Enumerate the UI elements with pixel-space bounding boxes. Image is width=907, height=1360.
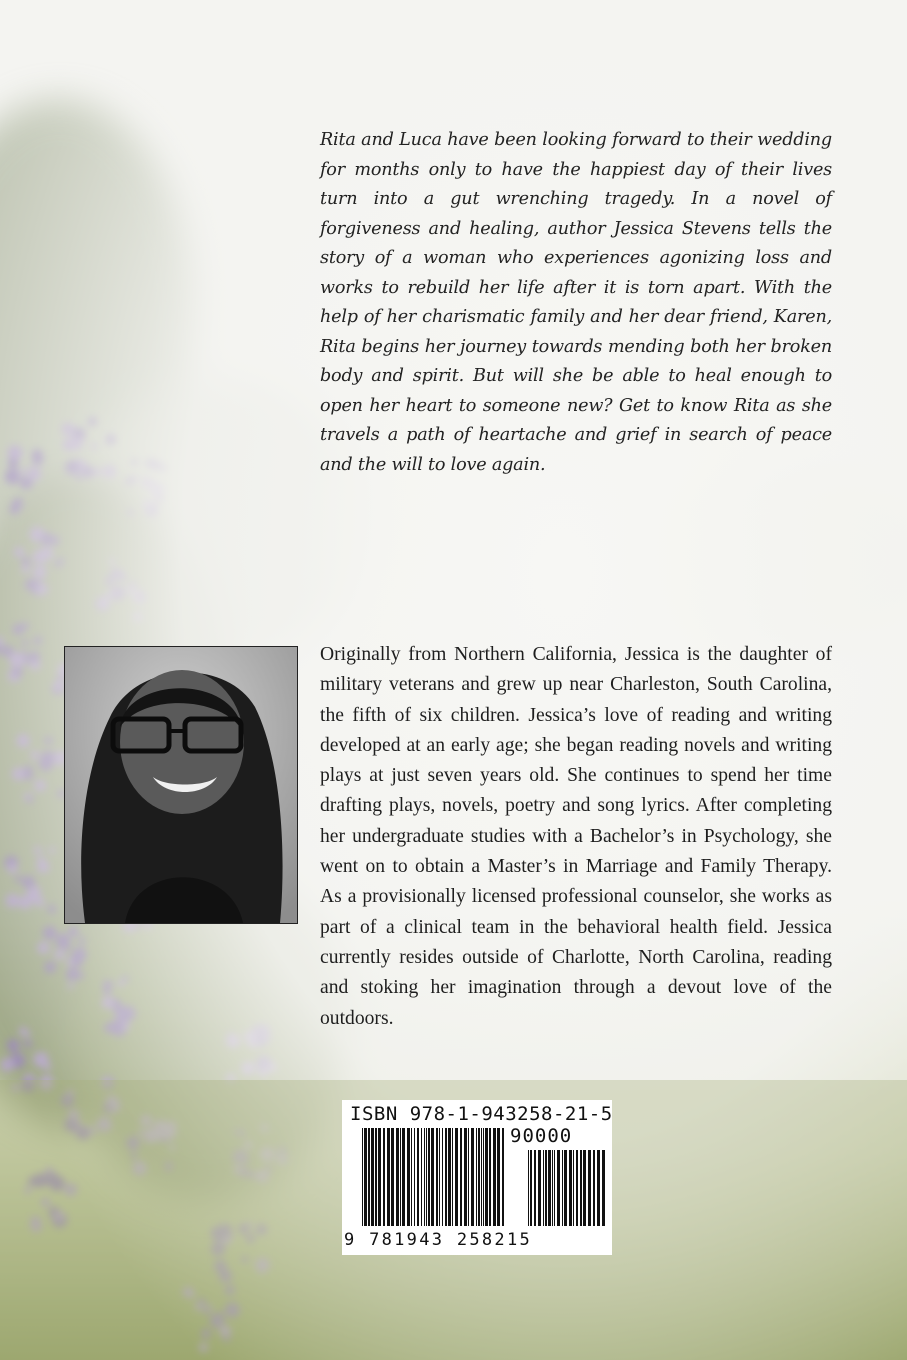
price-code: 90000 bbox=[510, 1125, 573, 1147]
book-blurb: Rita and Luca have been looking forward to their wedding for months only to have the happiest day of their lives turn into a gut wrenching tragedy. In a novel of forgiveness and healing, author Jessica Stevens tells the story of a woman who experiences agonizing loss and works to rebuild her life after it is torn apart. With the help of her charismatic family and her dear friend, Karen, Rita begins her journey towards mending both her broken body and spirit. But will she be able to heal enough to open her heart to someone new? Get to know Rita as she travels a path of heartache and grief in search of peace and the will to love again. bbox=[320, 130, 832, 475]
author-portrait bbox=[65, 647, 297, 923]
author-bio: Originally from Northern California, Jessica is the daughter of military veterans and grew up near Charleston, South Carolina, the fifth of six children. Jessica’s love of reading and writing developed at an early age; she began reading novels and writing plays at just seven years old. She continues to spend her time drafting plays, novels, poetry and song lyrics. After completing her undergraduate studies with a Bachelor’s in Psychology, she went on to obtain a Master’s in Marriage and Family Therapy. As a provisionally licensed professional counselor, she works as part of a clinical team in the behavioral health field. Jessica currently resides outside of Charlotte, North Carolina, reading and stoking her imagination through a devout love of the outdoors. bbox=[320, 644, 832, 1029]
isbn-barcode bbox=[342, 1100, 612, 1255]
ean-digits: 9 781943 258215 bbox=[344, 1230, 533, 1250]
author-photo bbox=[64, 646, 298, 924]
isbn-label: ISBN 978-1-943258-21-5 bbox=[350, 1103, 613, 1125]
